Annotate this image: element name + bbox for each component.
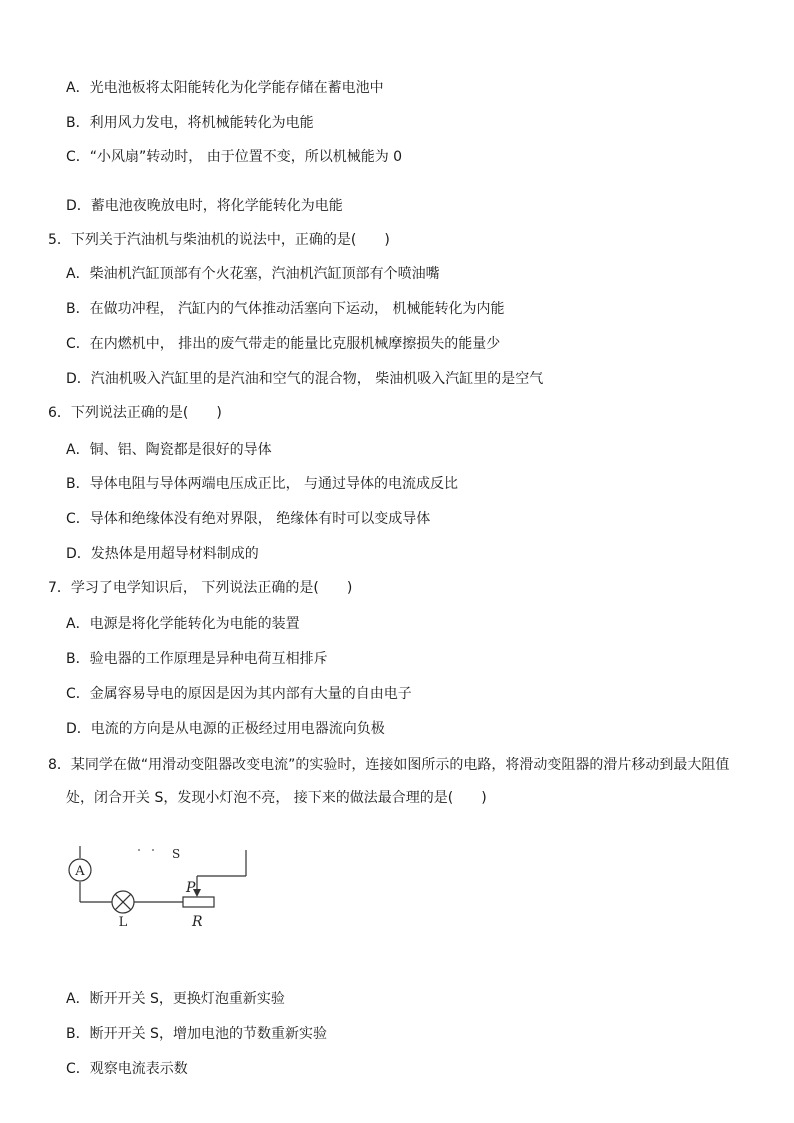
option-b: B．利用风力发电，将机械能转化为电能 — [66, 115, 314, 131]
option-a: A．光电池板将太阳能转化为化学能存储在蓄电池中 — [66, 80, 384, 96]
question-8-stem-line2: 处，闭合开关 S，发现小灯泡不亮， 接下来的做法最合理的是( ) — [66, 790, 487, 806]
slider-label: P — [186, 880, 196, 896]
q5-option-d: D．汽油机吸入汽缸里的是汽油和空气的混合物， 柴油机吸入汽缸里的是空气 — [66, 371, 544, 387]
circuit-diagram — [66, 846, 256, 934]
q5-option-a: A．柴油机汽缸顶部有个火花塞，汽油机汽缸顶部有个喷油嘴 — [66, 266, 440, 282]
q7-option-a: A．电源是将化学能转化为电能的装置 — [66, 616, 300, 632]
q5-option-b: B．在做功冲程， 汽缸内的气体推动活塞向下运动， 机械能转化为内能 — [66, 301, 505, 317]
q8-option-b: B．断开开关 S，增加电池的节数重新实验 — [66, 1026, 327, 1042]
q7-option-c: C．金属容易导电的原因是因为其内部有大量的自由电子 — [66, 686, 412, 702]
q6-option-b: B．导体电阻与导体两端电压成正比， 与通过导体的电流成反比 — [66, 476, 459, 492]
q6-option-c: C．导体和绝缘体没有绝对界限， 绝缘体有时可以变成导体 — [66, 511, 431, 527]
question-7-stem: 7．学习了电学知识后， 下列说法正确的是( ) — [48, 580, 353, 596]
question-5-stem: 5．下列关于汽油机与柴油机的说法中，正确的是( ) — [48, 232, 390, 248]
q6-option-d: D．发热体是用超导材料制成的 — [66, 546, 259, 562]
q7-option-d: D．电流的方向是从电源的正极经过用电器流向负极 — [66, 721, 385, 737]
question-8-stem-line1: 8．某同学在做“用滑动变阻器改变电流”的实验时，连接如图所示的电路，将滑动变阻器的滑片移动到最大阻值 — [48, 757, 730, 773]
q5-option-c: C．在内燃机中， 排出的废气带走的能量比克服机械摩擦损失的能量少 — [66, 336, 501, 352]
option-c: C．“小风扇”转动时， 由于位置不变，所以机械能为 0 — [66, 149, 403, 165]
resistor-label: R — [192, 914, 203, 930]
lamp-label: L — [118, 915, 128, 930]
q8-option-a: A．断开开关 S，更换灯泡重新实验 — [66, 991, 285, 1007]
q7-option-b: B．验电器的工作原理是异种电荷互相排斥 — [66, 651, 328, 667]
ammeter-label: A — [75, 864, 85, 879]
q8-option-c: C．观察电流表示数 — [66, 1061, 188, 1077]
switch-label: S — [172, 847, 181, 861]
question-6-stem: 6．下列说法正确的是( ) — [48, 405, 222, 421]
q6-option-a: A．铜、铝、陶瓷都是很好的导体 — [66, 442, 272, 458]
resistor-symbol — [183, 897, 214, 907]
option-d: D．蓄电池夜晚放电时，将化学能转化为电能 — [66, 198, 343, 214]
